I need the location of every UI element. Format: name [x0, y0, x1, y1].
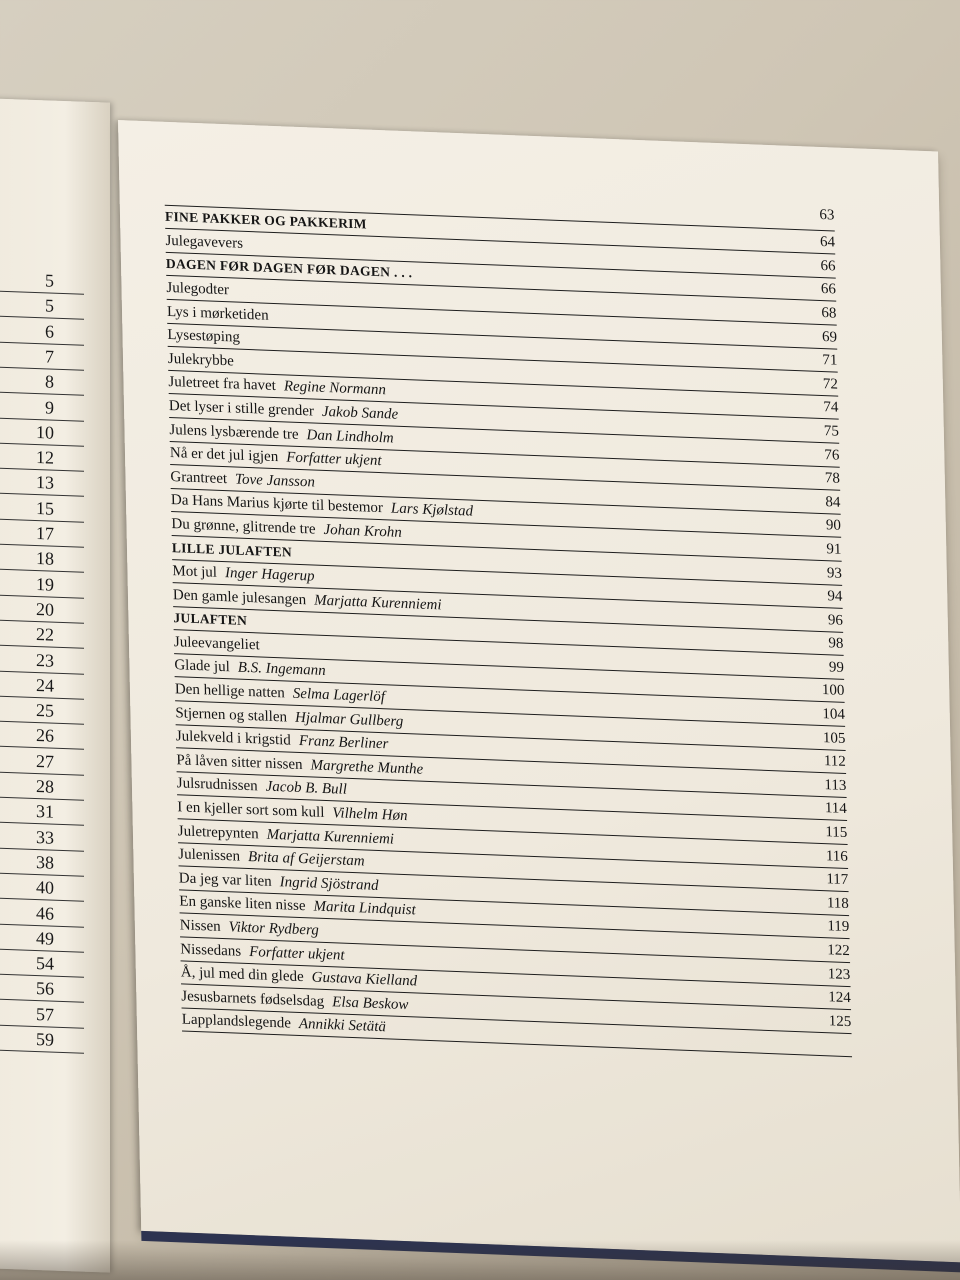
- left-page-number: 33: [36, 826, 54, 848]
- toc-page-number: 119: [827, 918, 850, 936]
- left-page-number: 26: [36, 725, 54, 747]
- toc-entry-author: Ingrid Sjöstrand: [279, 874, 379, 894]
- left-page-rule: [0, 1024, 84, 1028]
- toc-page-number: 124: [828, 989, 851, 1007]
- toc-title-text: Nissen: [179, 917, 221, 935]
- left-page-rule: [0, 670, 84, 674]
- left-page-rule: [0, 898, 84, 902]
- toc-entry-author: Annikki Setätä: [298, 1016, 387, 1036]
- left-page-number: 15: [36, 497, 54, 519]
- toc-page-number: 116: [825, 847, 849, 865]
- toc-entry-author: Jakob Sande: [321, 403, 399, 423]
- toc-title-text: FINE PAKKER OG PAKKERIM: [164, 208, 367, 232]
- left-page-number: 25: [36, 700, 54, 721]
- toc-entry-author: Franz Berliner: [298, 733, 389, 753]
- left-page-number: 31: [36, 801, 54, 822]
- toc-entry-title: [173, 607, 247, 632]
- left-page-rule: [0, 797, 84, 801]
- left-page-number: 5: [45, 270, 54, 291]
- left-page-number: 27: [36, 750, 54, 772]
- toc-entry-author: Hjalmar Gullberg: [294, 709, 404, 730]
- left-page-rule: [0, 873, 84, 877]
- left-page-rule: [0, 341, 84, 345]
- left-page-rule: [0, 746, 84, 750]
- toc-page-number: 125: [828, 1013, 852, 1030]
- toc-page-number: 66: [820, 257, 836, 275]
- toc-page-number: 68: [821, 304, 837, 322]
- toc-entry-author: Forfatter ukjent: [286, 449, 382, 470]
- left-page-number: 24: [36, 674, 54, 696]
- toc-entry-author: Viktor Rydberg: [228, 919, 319, 939]
- left-page-number: 56: [36, 978, 54, 1000]
- toc-entry-author: Jacob B. Bull: [265, 779, 348, 799]
- toc-page-number: 122: [827, 942, 850, 960]
- toc-title-text: Lapplandslegende: [181, 1011, 292, 1033]
- left-page-rule: [0, 493, 84, 497]
- toc-page-number: 74: [823, 399, 839, 417]
- toc-entry-author: Forfatter ukjent: [248, 943, 345, 964]
- left-page-rule: [0, 923, 84, 927]
- toc-title-text: Juletrepynten: [177, 822, 259, 843]
- table-shadow: [0, 1240, 960, 1280]
- toc-page-number: 105: [822, 729, 846, 747]
- toc-title-text: JULAFTEN: [173, 610, 248, 629]
- toc-entry-author: Brita af Geijerstam: [247, 849, 365, 870]
- toc-page-number: 69: [821, 328, 838, 346]
- toc-entry-author: Marjatta Kurenniemi: [314, 592, 442, 614]
- toc-page-number: 99: [828, 659, 845, 676]
- left-page-number: 54: [36, 953, 54, 974]
- toc-title-text: Julegavevers: [165, 232, 244, 252]
- toc-title-text: Lysestøping: [167, 327, 241, 346]
- left-page-rule: [0, 620, 84, 624]
- left-page-rule: [0, 949, 84, 953]
- left-page: [0, 97, 110, 1272]
- toc-page-number: 93: [826, 564, 843, 582]
- left-page-number: 28: [36, 776, 54, 797]
- toc-entry-title: [168, 348, 234, 373]
- left-page-rule: [0, 999, 84, 1003]
- toc-title-text: Å, jul med din glede: [180, 964, 304, 986]
- left-page-rule: [0, 847, 84, 851]
- toc-page-number: 66: [820, 281, 837, 298]
- left-page-rule: [0, 468, 84, 472]
- toc-title-text: Mot jul: [172, 563, 218, 581]
- toc-title-text: Det lyser i stille grender: [168, 397, 315, 420]
- left-page-rule: [0, 822, 84, 826]
- left-page-number: 23: [36, 649, 54, 671]
- left-page-number: 8: [45, 371, 54, 392]
- left-page-number: 5: [45, 295, 54, 316]
- toc-title-text: Nissedans: [180, 940, 242, 960]
- toc-entry-title: [172, 537, 293, 564]
- left-page-rule: [0, 417, 84, 421]
- toc-entry-title: [165, 230, 243, 255]
- left-page-number: 46: [36, 902, 54, 924]
- toc-entry-author: Margrethe Munthe: [310, 757, 424, 778]
- toc-page-number: 72: [822, 375, 839, 393]
- toc-page-number: 71: [822, 352, 838, 369]
- left-page-rule: [0, 771, 84, 775]
- right-page: [118, 120, 960, 1262]
- left-page-rule: [0, 696, 84, 700]
- toc-title-text: Juleevangeliet: [173, 634, 260, 654]
- left-page-number: 57: [36, 1003, 54, 1025]
- toc-entry-title: [167, 300, 269, 326]
- toc-page-number: 114: [824, 800, 848, 818]
- left-page-number: 59: [36, 1029, 54, 1050]
- left-page-rule: [0, 443, 84, 447]
- toc-page-number: 112: [823, 753, 847, 771]
- toc-title-text: I en kjeller sort som kull: [177, 799, 325, 821]
- toc-title-text: Julenissen: [178, 846, 241, 865]
- toc-title-text: Den hellige natten: [174, 681, 286, 702]
- toc-page-number: 63: [819, 206, 835, 224]
- left-page-rule: [0, 1050, 84, 1054]
- left-page-number: 9: [45, 396, 54, 418]
- toc-title-text: Glade jul: [174, 657, 230, 676]
- left-page-number: 7: [45, 346, 54, 367]
- toc-title-text: Den gamle julesangen: [172, 586, 307, 608]
- toc-page-number: 90: [825, 517, 842, 535]
- toc-page-number: 76: [824, 446, 840, 464]
- left-page-number: 40: [36, 877, 54, 898]
- left-page-rule: [0, 367, 84, 371]
- toc-entry-title: [167, 324, 240, 349]
- left-page-number: 49: [36, 927, 54, 949]
- toc-title-text: Du grønne, glitrende tre: [171, 515, 316, 538]
- toc-title-text: DAGEN FØR DAGEN FØR DAGEN . . .: [165, 256, 413, 281]
- left-page-number: 17: [36, 523, 54, 544]
- left-page-rule: [0, 544, 84, 548]
- toc-entry-author: Regine Normann: [283, 378, 387, 399]
- table-of-contents: [164, 182, 852, 1058]
- toc-title-text: En ganske liten nisse: [179, 893, 306, 915]
- toc-entry-author: Dan Lindholm: [306, 426, 394, 447]
- toc-entry-author: Johan Krohn: [323, 521, 402, 541]
- toc-title-text: Lys i mørketiden: [166, 303, 269, 324]
- toc-page-number: 91: [826, 541, 842, 558]
- toc-entry-title: [174, 631, 260, 656]
- toc-entry-author: Lars Kjølstad: [390, 500, 474, 520]
- left-page-rule: [0, 721, 84, 725]
- toc-entry-author: Vilhelm Høn: [332, 805, 408, 825]
- left-page-number: 38: [36, 851, 54, 873]
- toc-title-text: Julekveld i krigstid: [175, 728, 292, 749]
- toc-page-number: 100: [821, 682, 845, 700]
- toc-title-text: Julens lysbærende tre: [169, 421, 299, 443]
- toc-entry-author: B.S. Ingemann: [237, 660, 326, 680]
- toc-entry-author: Inger Hagerup: [224, 565, 315, 585]
- toc-entry-author: Selma Lagerlöf: [292, 685, 386, 706]
- toc-page-number: 78: [824, 470, 841, 487]
- toc-page-number: 98: [828, 635, 844, 653]
- toc-page-number: 64: [819, 234, 836, 251]
- left-page-rule: [0, 316, 84, 320]
- toc-title-text: Julekrybbe: [167, 350, 234, 370]
- left-page-rule: [0, 645, 84, 649]
- toc-page-number: 118: [826, 895, 849, 912]
- toc-entry-author: Tove Jansson: [234, 471, 316, 491]
- left-page-rule: [0, 974, 84, 978]
- left-page-number: 12: [36, 447, 54, 468]
- left-page-number: 10: [36, 421, 54, 443]
- left-page-number: 18: [36, 548, 54, 569]
- left-page-rule: [0, 392, 84, 396]
- toc-page-number: 75: [823, 423, 840, 440]
- toc-page-number: 123: [827, 965, 851, 983]
- toc-title-text: Juletreet fra havet: [168, 374, 277, 395]
- toc-title-text: Nå er det jul igjen: [169, 445, 279, 466]
- left-page-rule: [0, 594, 84, 598]
- toc-title-text: Julsrudnissen: [176, 775, 258, 795]
- toc-page-number: 96: [827, 611, 844, 629]
- left-page-number: 19: [36, 573, 54, 595]
- toc-entry-author: Marjatta Kurenniemi: [266, 826, 395, 848]
- toc-page-number: 104: [822, 706, 846, 723]
- toc-title-text: På låven sitter nissen: [176, 752, 303, 773]
- toc-page-number: 84: [825, 493, 841, 511]
- left-page-number: 6: [45, 320, 54, 342]
- toc-title-text: Grantreet: [170, 468, 228, 487]
- toc-title-text: Da jeg var liten: [178, 870, 272, 890]
- toc-title-text: Julegodter: [166, 279, 230, 299]
- toc-entry-author: Elsa Beskow: [332, 994, 409, 1013]
- toc-page-number: 117: [826, 871, 849, 889]
- toc-page-number: 115: [825, 824, 848, 842]
- toc-entry-author: Marita Lindquist: [313, 898, 416, 919]
- toc-page-number: 94: [827, 588, 843, 605]
- toc-entry-author: Gustava Kielland: [311, 969, 418, 990]
- left-page-rule: [0, 569, 84, 573]
- toc-page-number: 113: [824, 776, 847, 794]
- left-page-rule: [0, 291, 84, 295]
- toc-title-text: LILLE JULAFTEN: [171, 539, 293, 560]
- toc-title-text: Da Hans Marius kjørte til bestemor: [170, 492, 384, 517]
- toc-title-text: Stjernen og stallen: [175, 704, 288, 726]
- left-page-number: 13: [36, 472, 54, 494]
- left-page-number: 22: [36, 624, 54, 645]
- left-page-number: 20: [36, 598, 54, 620]
- toc-title-text: Jesusbarnets fødselsdag: [181, 988, 325, 1010]
- left-page-rule: [0, 518, 84, 522]
- toc-entry-title: [166, 277, 229, 301]
